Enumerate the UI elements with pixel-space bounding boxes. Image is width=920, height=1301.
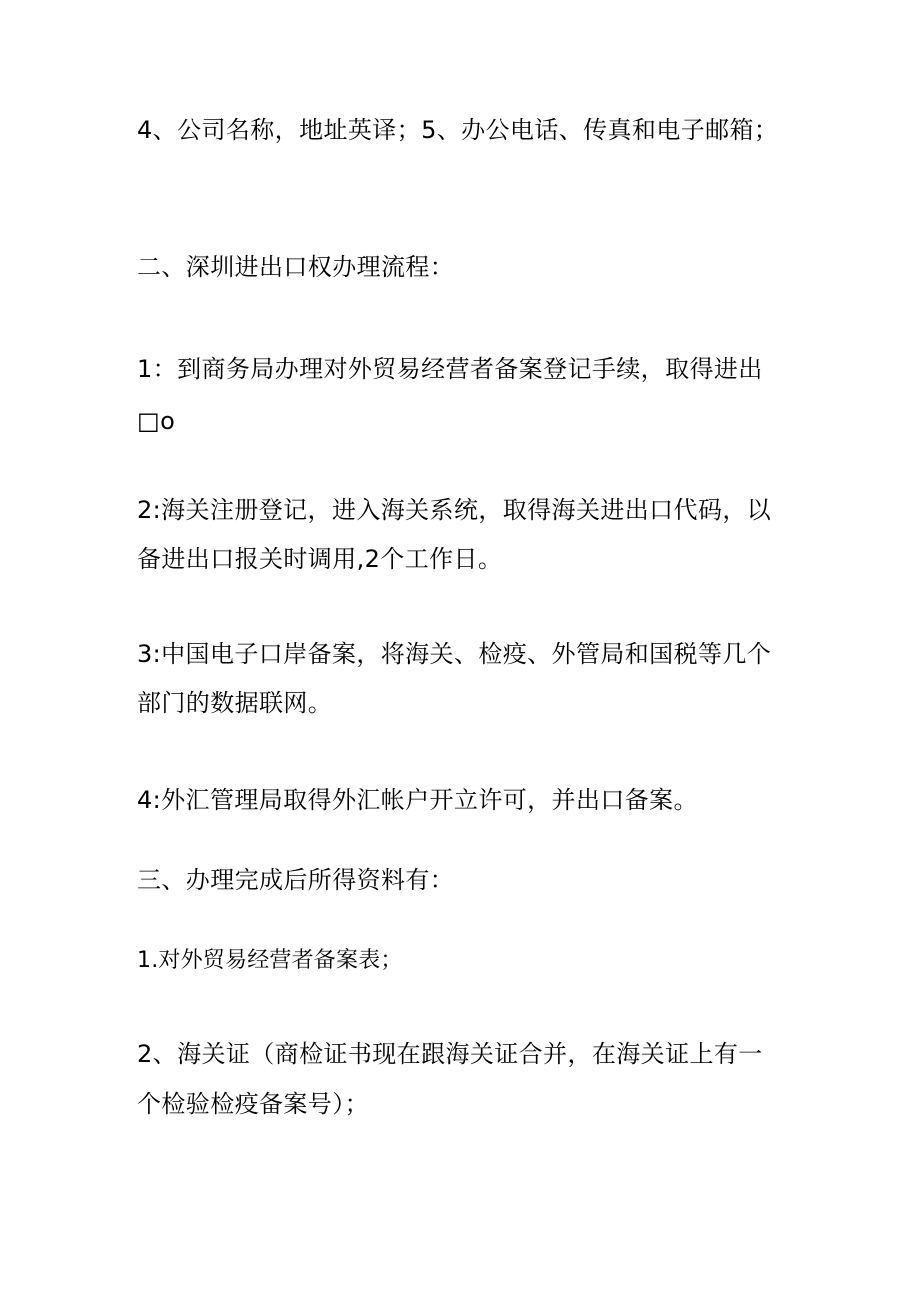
paragraph-material-1: 1.对外贸易经营者备案表；	[137, 948, 403, 973]
paragraph-step-3-line-1: 3:中国电子口岸备案，将海关、检疫、外管局和国税等几个	[137, 640, 772, 668]
paragraph-company-info: 4、公司名称，地址英译；5、办公电话、传真和电子邮箱；	[137, 116, 779, 144]
paragraph-step-2-line-1: 2:海关注册登记，进入海关系统，取得海关进出口代码，以	[137, 496, 772, 524]
paragraph-step-1-line-2: □o	[137, 407, 176, 435]
paragraph-step-2-line-2: 备进出口报关时调用,2个工作日。	[137, 545, 503, 573]
paragraph-step-1-line-1: 1：到商务局办理对外贸易经营者备案登记手续，取得进出	[137, 355, 763, 383]
paragraph-material-2-line-1: 2、海关证（商检证书现在跟海关证合并，在海关证上有一	[137, 1040, 763, 1068]
paragraph-material-2-line-2: 个检验检疫备案号）；	[137, 1090, 369, 1118]
heading-shenzhen-process: 二、深圳进出口权办理流程：	[137, 253, 455, 281]
paragraph-step-3-line-2: 部门的数据联网。	[137, 689, 333, 717]
paragraph-step-4: 4:外汇管理局取得外汇帐户开立许可，并出口备案。	[137, 786, 698, 814]
heading-obtained-materials: 三、办理完成后所得资料有：	[137, 866, 455, 894]
